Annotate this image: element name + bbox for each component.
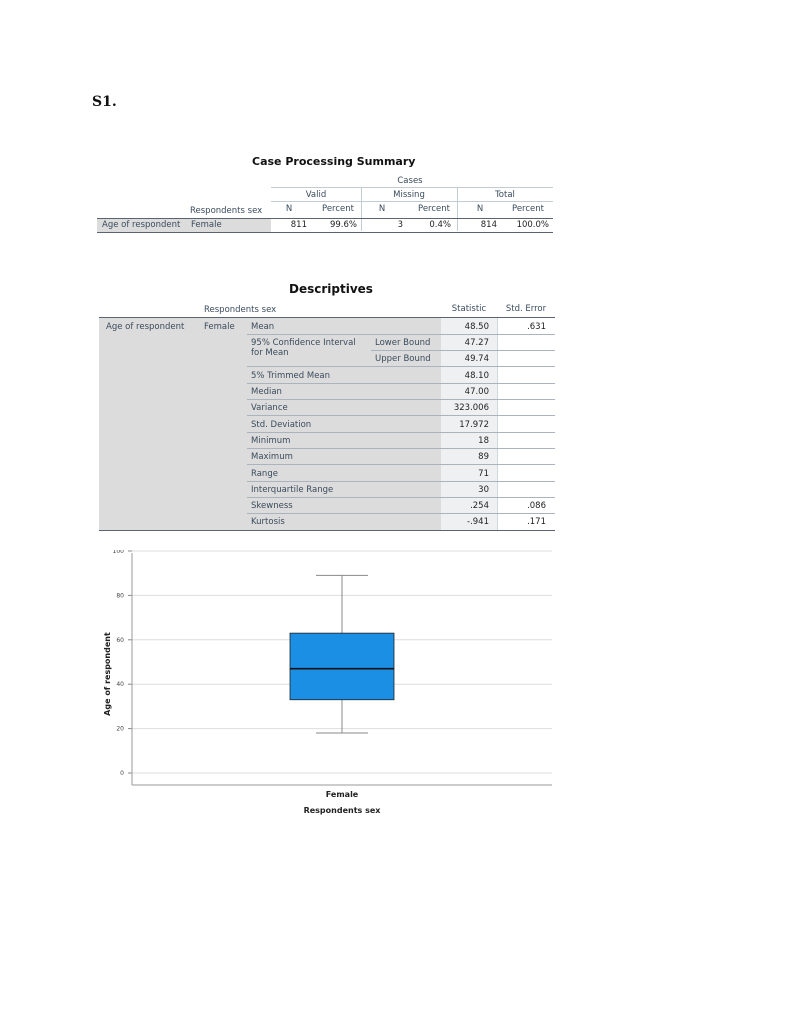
desc-row-statistic: 49.74 [464, 354, 489, 364]
desc-row-statistic: 48.10 [464, 371, 489, 381]
y-axis-label: Age of respondent [103, 632, 112, 716]
desc-row-statistic: -.941 [467, 517, 489, 527]
row-divider [247, 415, 555, 416]
row-divider [247, 464, 555, 465]
cps-value-n-total: 814 [480, 220, 497, 230]
desc-row-statistic: .254 [470, 501, 489, 511]
desc-row-label: Interquartile Range [251, 485, 334, 495]
desc-col-std-error: Std. Error [505, 304, 547, 314]
boxplot-chart [98, 550, 558, 820]
desc-title: Descriptives [289, 282, 373, 296]
divider [271, 201, 553, 202]
desc-row-statistic: 18 [478, 436, 489, 446]
cps-col-n-valid: N [285, 204, 293, 214]
desc-row-label: 5% Trimmed Mean [251, 371, 331, 381]
cps-group: Female [191, 220, 222, 230]
box-iqr [290, 633, 394, 700]
y-tick-label: 100 [112, 550, 124, 555]
desc-row-std-error: .631 [527, 322, 546, 332]
desc-variable: Age of respondent [106, 322, 185, 332]
desc-row-statistic: 17.972 [459, 420, 489, 430]
desc-row-label: Std. Deviation [251, 420, 312, 430]
row-divider [247, 366, 555, 367]
desc-row-statistic: 89 [478, 452, 489, 462]
row-divider [247, 481, 555, 482]
cps-col-percent-valid: Percent [322, 204, 354, 214]
cps-value-percent-total: 100.0% [516, 220, 549, 230]
row-divider [371, 350, 555, 351]
y-tick-label: 60 [116, 636, 124, 644]
desc-row-statistic: 47.00 [464, 387, 489, 397]
cps-subgroup-total: Total [495, 190, 515, 200]
cps-row-header: Respondents sex [190, 206, 263, 216]
cps-col-n-total: N [476, 204, 484, 214]
desc-group: Female [204, 322, 235, 332]
cps-col-n-missing: N [378, 204, 386, 214]
desc-row-statistic: 47.27 [464, 338, 489, 348]
desc-row-statistic: 48.50 [464, 322, 489, 332]
cps-value-n-valid: 811 [290, 220, 307, 230]
row-divider [247, 497, 555, 498]
cps-subgroup-valid: Valid [305, 190, 327, 200]
y-tick-label: 40 [116, 681, 124, 689]
cps-group-header: Cases [397, 176, 423, 186]
desc-row-sublabel: Upper Bound [375, 354, 431, 364]
y-tick-label: 0 [120, 770, 124, 777]
desc-row-statistic: 323.006 [453, 403, 489, 413]
row-divider [247, 513, 555, 514]
desc-row-label: Variance [251, 403, 288, 413]
y-tick-label: 20 [116, 725, 124, 733]
desc-row-std-error: .086 [527, 501, 546, 511]
desc-row-sublabel: Lower Bound [375, 338, 431, 348]
desc-row-label: 95% Confidence Interval for Mean [251, 338, 356, 358]
desc-row-label: Mean [251, 322, 275, 332]
y-tick-label: 80 [116, 592, 124, 600]
desc-row-header: Respondents sex [204, 305, 277, 315]
desc-col-statistic: Statistic [451, 304, 487, 314]
x-category-label: Female [325, 790, 359, 799]
x-axis-label: Respondents sex [303, 806, 381, 815]
cps-col-percent-total: Percent [512, 204, 544, 214]
cps-value-percent-missing: 0.4% [429, 220, 451, 230]
row-divider [247, 399, 555, 400]
section-heading: S1. [92, 94, 117, 110]
desc-row-label: Skewness [251, 501, 293, 511]
cps-col-percent-missing: Percent [418, 204, 450, 214]
cps-value-percent-valid: 99.6% [329, 220, 357, 230]
desc-row-statistic: 30 [478, 485, 489, 495]
desc-row-std-error: .171 [527, 517, 546, 527]
cps-subgroup-missing: Missing [393, 190, 425, 200]
divider [271, 187, 553, 188]
cps-data-row [97, 218, 553, 233]
desc-row-label: Range [251, 469, 278, 479]
desc-row-label: Maximum [251, 452, 293, 462]
desc-row-label: Median [251, 387, 282, 397]
row-divider [247, 432, 555, 433]
desc-row-label: Kurtosis [251, 517, 285, 527]
row-divider [247, 383, 555, 384]
desc-row-label: Minimum [251, 436, 291, 446]
desc-row-statistic: 71 [478, 469, 489, 479]
divider [99, 530, 555, 531]
cps-title: Case Processing Summary [252, 155, 416, 168]
row-divider [247, 448, 555, 449]
cps-value-n-missing: 3 [397, 220, 403, 230]
cps-variable: Age of respondent [102, 220, 181, 230]
row-divider [247, 334, 555, 335]
